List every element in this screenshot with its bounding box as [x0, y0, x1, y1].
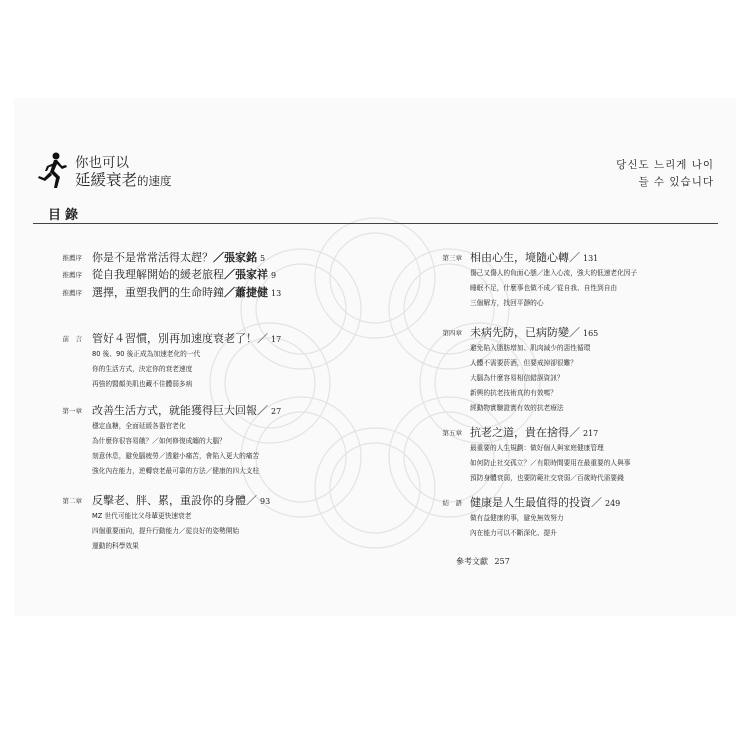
toc-page-number: 165 [583, 329, 599, 338]
toc-entry-label: 結 語 [442, 499, 462, 507]
references-entry[interactable] [456, 556, 510, 567]
title-line-2 [75, 172, 172, 190]
toc-title-text: 你是不是常常活得太趕？ [92, 251, 213, 264]
toc-title-text: 抗老之道，貴在捨得／ [470, 426, 580, 439]
toc-subsection: 做有益健康的事，避免無效努力 [470, 514, 564, 522]
toc-page-number: 17 [271, 335, 282, 344]
toc-subsection: 四個重要面向，提升行動能力／從良好的姿勢開始 [92, 527, 240, 535]
toc-page-number: 13 [271, 289, 282, 298]
toc-entry-title[interactable] [92, 492, 270, 508]
toc-entry-label: 第三章 [442, 254, 462, 262]
header-divider [33, 223, 718, 224]
title-suffix: 的速度 [137, 174, 172, 188]
toc-author: ／張家祥 [224, 268, 268, 281]
toc-entry-label: 推薦序 [62, 289, 82, 297]
toc-title-text: 從自我理解開始的緩老旅程 [92, 268, 224, 281]
toc-entry-label: 推薦序 [62, 271, 82, 279]
toc-subsection: 強化內在能力，逆轉衰老最可靠的方法／健康的四大支柱 [92, 467, 260, 475]
toc-entry-title[interactable] [470, 424, 598, 440]
toc-entry-title[interactable] [470, 324, 598, 340]
korean-line-1: 당신도 느리게 나이 [616, 159, 714, 171]
toc-subsection: 運動的科學效果 [92, 542, 139, 550]
toc-title-text: 未病先防，已病防變／ [470, 326, 580, 339]
toc-entry-label: 第二章 [62, 497, 82, 505]
toc-subsection: 內在能力可以不斷深化、提升 [470, 529, 557, 537]
toc-entry-title[interactable] [92, 249, 265, 265]
toc-subsection: MZ 世代可能比父母輩更快速衰老 [92, 512, 192, 520]
toc-subsection: 經動物實驗證實有效的抗老療法 [470, 404, 564, 412]
toc-page-number: 9 [271, 271, 277, 280]
toc-author: ／張家銘 [213, 251, 257, 264]
toc-subsection: 為什麼你很容易餓？／如何修復成纏的大腦？ [92, 437, 226, 445]
toc-subsection: 人體不需要菸酒，但要戒掉卻很難？ [470, 359, 577, 367]
toc-page-number: 249 [605, 499, 621, 508]
toc-title-text: 改善生活方式，就能獲得巨大回報／ [92, 404, 268, 417]
toc-subsection: 三個解方，找回平靜的心 [470, 299, 544, 307]
toc-subsection: 再強的醫顏美肌也藏不住體弱多病 [92, 380, 193, 388]
toc-subsection: 避免陷入脂肪增加、肌肉減少的惡性循環 [470, 344, 591, 352]
toc-page-number: 93 [260, 497, 271, 506]
book-title [75, 155, 172, 190]
toc-entry-label: 第一章 [62, 407, 82, 415]
toc-subsection: 穩定血糖，全面延緩各器官老化 [92, 422, 186, 430]
toc-entry-title[interactable] [470, 249, 598, 265]
toc-subsection: 新興的抗老技術真的有效嗎？ [470, 389, 557, 397]
toc-entry-title[interactable] [92, 402, 281, 418]
toc-page-number: 217 [583, 429, 599, 438]
title-line-1: 你也可以 [75, 155, 129, 171]
toc-title-text: 反擊老、胖、累，重設你的身體／ [92, 494, 257, 507]
toc-subsection: 你的生活方式，決定你的衰老速度 [92, 365, 193, 373]
toc-entry-title[interactable] [92, 284, 281, 300]
toc-page-number: 27 [271, 407, 282, 416]
korean-line-2: 들 수 있습니다 [638, 176, 714, 188]
toc-entry-title[interactable] [470, 494, 620, 510]
toc-subsection: 刻意休息，避免腦疲勞／透避小痛苦，會陷入更大的痛苦 [92, 452, 260, 460]
toc-entry-label: 第四章 [442, 329, 462, 337]
toc-entry-label: 推薦序 [62, 254, 82, 262]
toc-page-number: 5 [260, 254, 266, 263]
toc-entry-title[interactable] [92, 330, 281, 346]
toc-subsection: 如何防止社交孤立？／有限時間要用在最重要的人與事 [470, 459, 631, 467]
toc-subsection: 最重要的人生規劃：做好個人與家庭健康管理 [470, 444, 604, 452]
toc-entry-label: 前 言 [62, 335, 82, 343]
toc-page-number: 131 [583, 254, 599, 263]
title-main: 延緩衰老 [75, 171, 138, 189]
toc-title-text: 管好４習慣，別再加速度衰老了！／ [92, 332, 268, 345]
references-page: 257 [494, 557, 510, 566]
korean-title [616, 157, 714, 191]
toc-subsection: 預防身體衰弱，也要防範社交衰弱／百歲時代需要錢 [470, 474, 624, 482]
toc-subsection: 80 後、90 後正成為加速老化的一代 [92, 350, 201, 358]
running-person-icon [36, 152, 70, 190]
toc-author: ／蕭捷健 [224, 286, 268, 299]
toc-subsection: 睡眠不足，什麼事也做不成／從自我、自性到自由 [470, 284, 618, 292]
toc-title-text: 健康是人生最值得的投資／ [470, 496, 602, 509]
toc-title-text: 相由心生，境隨心轉／ [470, 251, 580, 264]
references-label: 參考文獻 [456, 557, 488, 566]
toc-subsection: 傷己又傷人的負面心態／進入心流，強大的低速老化因子 [470, 269, 638, 277]
toc-heading: 目錄 [48, 208, 83, 223]
toc-entry-label: 第五章 [442, 429, 462, 437]
toc-title-text: 選擇，重塑我們的生命時鐘 [92, 286, 224, 299]
toc-entry-title[interactable] [92, 266, 276, 282]
toc-subsection: 大腦為什麼容易相信錯誤資訊？ [470, 374, 564, 382]
